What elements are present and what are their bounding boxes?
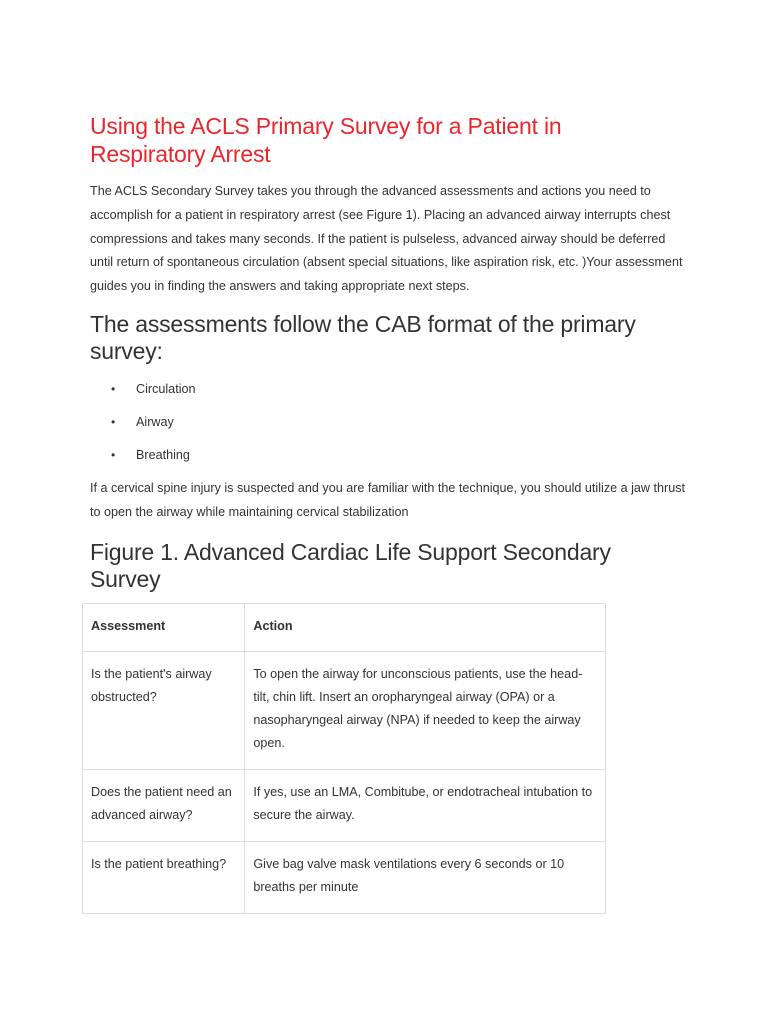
list-item-label: Airway (136, 415, 174, 429)
list-item-label: Circulation (136, 382, 196, 396)
cab-list (90, 377, 196, 476)
list-item-label: Breathing (136, 448, 190, 462)
assessment-cell: Does the patient need an advanced airway? (83, 770, 245, 842)
article-title: Using the ACLS Primary Survey for a Patient in Respiratory Arrest (90, 113, 562, 167)
header-assessment: Assessment (83, 604, 245, 652)
secondary-survey-table (82, 603, 606, 914)
table-row (83, 842, 606, 914)
action-cell: Give bag valve mask ventilations every 6 seconds or 10 breaths per minute (245, 842, 606, 914)
figure-heading: Figure 1. Advanced Cardiac Life Support Secondary Survey (90, 539, 611, 592)
intro-paragraph: The ACLS Secondary Survey takes you through the advanced assessments and actions you need to accomplish for a patient in respiratory arrest (see Figure 1). Placing an advanced airway interrupts chest compressions and takes many seconds. If the patient is pulseless, advanced airway should be deferred until return of spontaneous circulation (absent special situations, like aspiration risk, etc. )Your assessment guides you in finding the answers and taking appropriate next steps. (90, 184, 683, 294)
bullet-icon: • (111, 448, 116, 462)
assessment-cell: Is the patient's airway obstructed? (83, 652, 245, 770)
list-item (90, 410, 196, 443)
table-row (83, 652, 606, 770)
bullet-icon: • (111, 415, 116, 429)
list-item (90, 443, 196, 476)
table-header-row (83, 604, 606, 652)
assessments-heading: The assessments follow the CAB format of the primary survey: (90, 311, 636, 364)
action-cell: If yes, use an LMA, Combitube, or endotracheal intubation to secure the airway. (245, 770, 606, 842)
header-action: Action (245, 604, 606, 652)
assessment-cell: Is the patient breathing? (83, 842, 245, 914)
spine-injury-note: If a cervical spine injury is suspected and you are familiar with the technique, you should utilize a jaw thrust to open the airway while maintaining cervical stabilization (90, 481, 686, 519)
bullet-icon: • (111, 382, 116, 396)
list-item (90, 377, 196, 410)
table-row (83, 770, 606, 842)
action-cell: To open the airway for unconscious patients, use the head-tilt, chin lift. Insert an oropharyngeal airway (OPA) or a nasopharyngeal airway (NPA) if needed to keep the airway open. (245, 652, 606, 770)
